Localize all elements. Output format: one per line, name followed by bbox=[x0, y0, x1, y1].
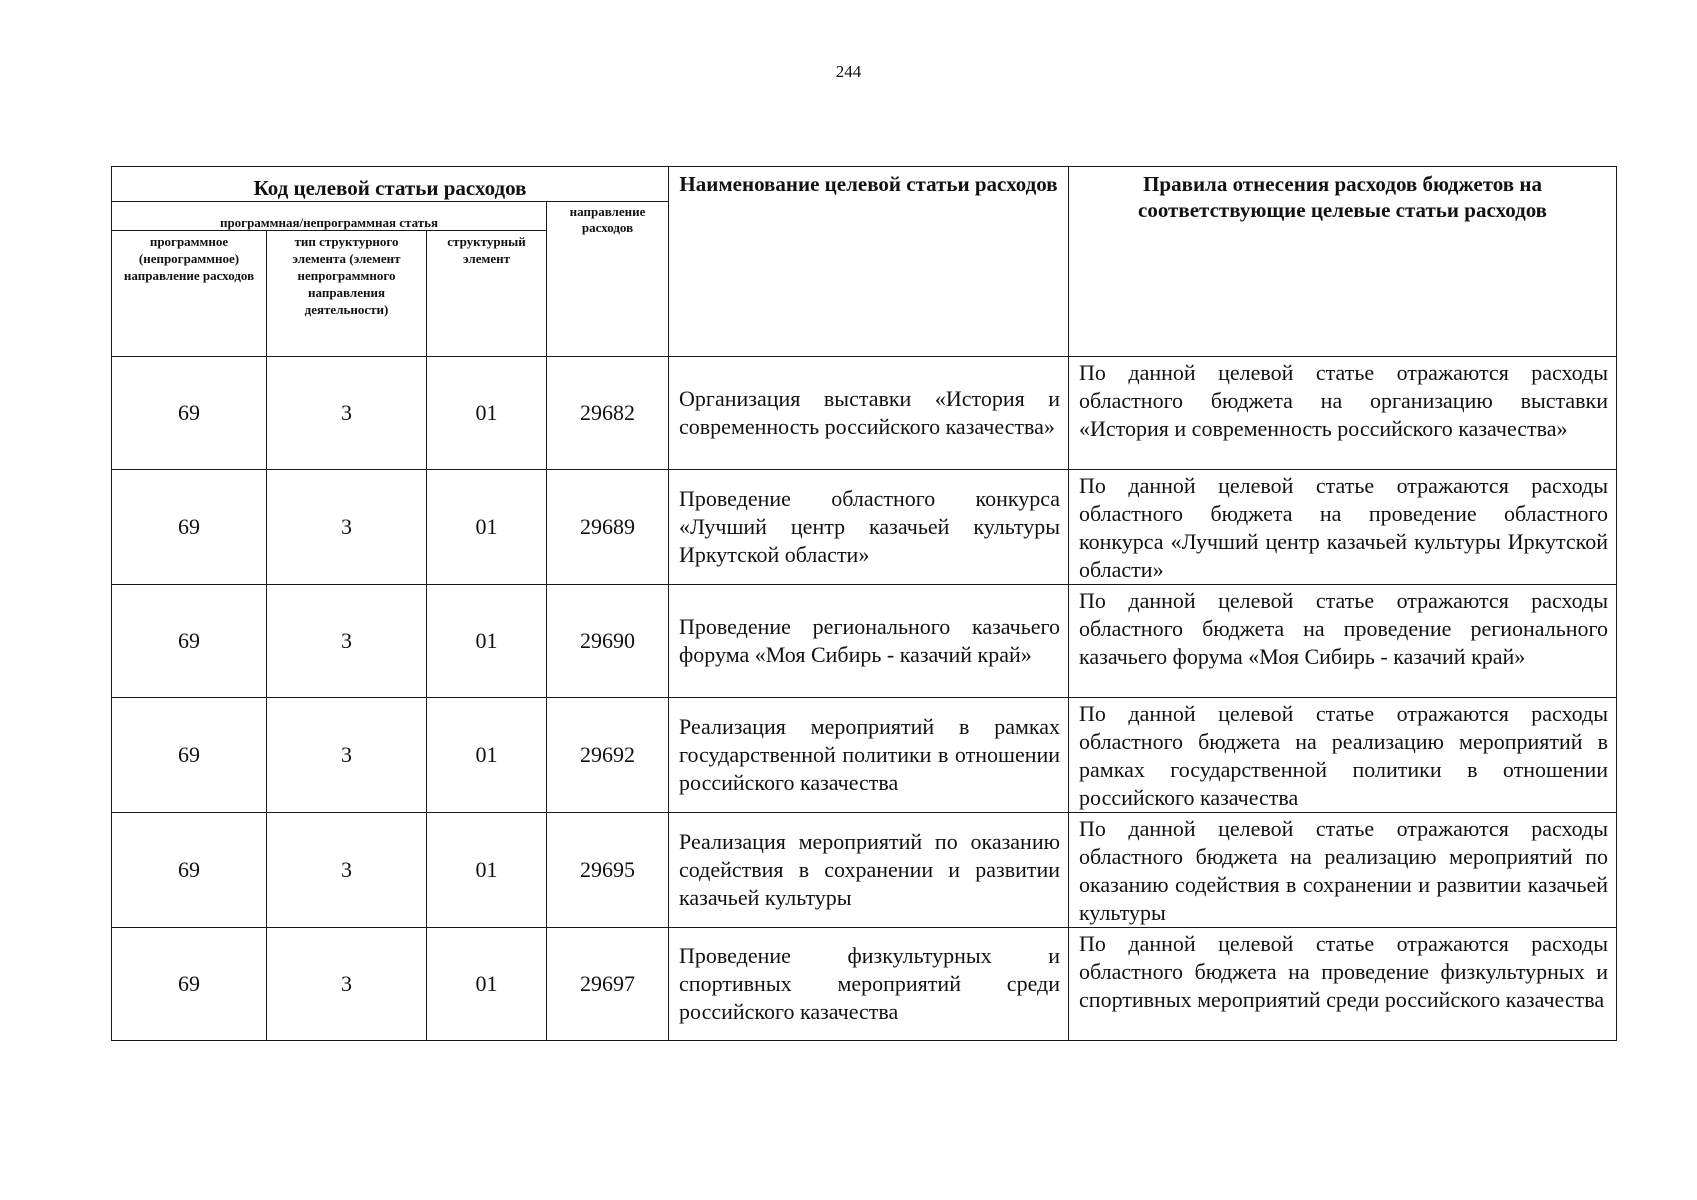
direction-code-cell: 29695 bbox=[547, 813, 669, 928]
article-name-cell: Реализация мероприятий в рамках государственной политики в отношении российского казачества bbox=[669, 698, 1069, 813]
type-code-cell: 3 bbox=[267, 357, 427, 470]
table-row bbox=[112, 928, 1617, 1041]
type-code-cell: 3 bbox=[267, 928, 427, 1041]
direction-code-cell: 29689 bbox=[547, 470, 669, 585]
header-structural-element: структурный элемент bbox=[427, 231, 547, 357]
program-code-cell: 69 bbox=[112, 813, 267, 928]
article-name-cell: Проведение физкультурных и спортивных мероприятий среди российского казачества bbox=[669, 928, 1069, 1041]
table-row bbox=[112, 813, 1617, 928]
type-code-cell: 3 bbox=[267, 813, 427, 928]
header-structural-type: тип структурного элемента (элемент непрограммного направления деятельности) bbox=[267, 231, 427, 357]
program-code-cell: 69 bbox=[112, 698, 267, 813]
program-code-cell: 69 bbox=[112, 585, 267, 698]
type-code-cell: 3 bbox=[267, 470, 427, 585]
program-code-cell: 69 bbox=[112, 357, 267, 470]
element-code-cell: 01 bbox=[427, 585, 547, 698]
type-code-cell: 3 bbox=[267, 698, 427, 813]
article-rule-cell: По данной целевой статье отражаются расходы областного бюджета на проведение физкультурных и спортивных мероприятий среди российского казачества bbox=[1069, 928, 1617, 1041]
article-rule-cell: По данной целевой статье отражаются расходы областного бюджета на проведение регионального казачьего форума «Моя Сибирь - казачий край» bbox=[1069, 585, 1617, 698]
article-name-cell: Организация выставки «История и современность российского казачества» bbox=[669, 357, 1069, 470]
article-name-cell: Проведение регионального казачьего форума «Моя Сибирь - казачий край» bbox=[669, 585, 1069, 698]
header-rules-title: Правила отнесения расходов бюджетов на соответствующие целевые статьи расходов bbox=[1069, 167, 1617, 357]
header-expense-direction: направление расходов bbox=[547, 202, 669, 357]
program-code-cell: 69 bbox=[112, 928, 267, 1041]
direction-code-cell: 29697 bbox=[547, 928, 669, 1041]
article-name-cell: Реализация мероприятий по оказанию содействия в сохранении и развитии казачьей культуры bbox=[669, 813, 1069, 928]
article-rule-cell: По данной целевой статье отражаются расходы областного бюджета на проведение областного конкурса «Лучший центр казачьей культуры Иркутской области» bbox=[1069, 470, 1617, 585]
article-name-cell: Проведение областного конкурса «Лучший центр казачьей культуры Иркутской области» bbox=[669, 470, 1069, 585]
element-code-cell: 01 bbox=[427, 928, 547, 1041]
budget-classification-table bbox=[111, 166, 1617, 1041]
element-code-cell: 01 bbox=[427, 813, 547, 928]
article-rule-cell: По данной целевой статье отражаются расходы областного бюджета на реализацию мероприятий в рамках государственной политики в отношении российского казачества bbox=[1069, 698, 1617, 813]
direction-code-cell: 29690 bbox=[547, 585, 669, 698]
table-row bbox=[112, 698, 1617, 813]
article-rule-cell: По данной целевой статье отражаются расходы областного бюджета на организацию выставки «История и современность российского казачества» bbox=[1069, 357, 1617, 470]
header-code-title: Код целевой статьи расходов bbox=[112, 167, 669, 202]
table-row bbox=[112, 585, 1617, 698]
header-program-article: программная/непрограммная статья bbox=[112, 202, 547, 231]
table-row bbox=[112, 357, 1617, 470]
header-program-direction: программное (непрограммное) направление расходов bbox=[112, 231, 267, 357]
type-code-cell: 3 bbox=[267, 585, 427, 698]
direction-code-cell: 29682 bbox=[547, 357, 669, 470]
element-code-cell: 01 bbox=[427, 470, 547, 585]
header-name-title: Наименование целевой статьи расходов bbox=[669, 167, 1069, 357]
direction-code-cell: 29692 bbox=[547, 698, 669, 813]
article-rule-cell: По данной целевой статье отражаются расходы областного бюджета на реализацию мероприятий по оказанию содействия в сохранении и развитии казачьей культуры bbox=[1069, 813, 1617, 928]
page-number: 244 bbox=[835, 62, 862, 81]
program-code-cell: 69 bbox=[112, 470, 267, 585]
element-code-cell: 01 bbox=[427, 698, 547, 813]
table-row bbox=[112, 470, 1617, 585]
element-code-cell: 01 bbox=[427, 357, 547, 470]
